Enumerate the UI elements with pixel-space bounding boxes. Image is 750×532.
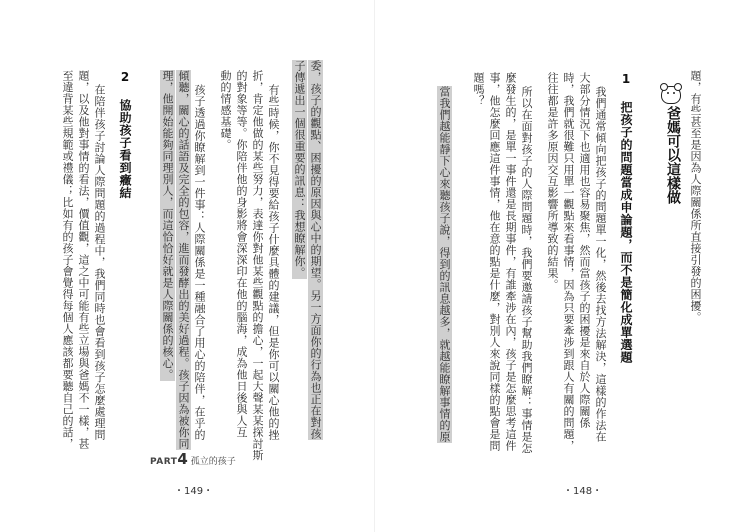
right-para-1-line-3: 時，我們就很難只用單一觀點來看事情，因為只要牽涉到跟人有關的問題， (562, 72, 575, 452)
highlighted-text: 傾聽，關心的話語及完全的包容，進而發酵出的美好過程。孩子因為被你同 (177, 70, 190, 450)
bear-face-icon (661, 86, 681, 104)
right-para-2-line-3: 事，他怎麼回應這件事情，他在意的點是什麼，對別人來說同樣的點會是問 (488, 72, 501, 452)
right-para-1-line-2: 大部分情況下也適用也容易聚焦，然而當孩子的困擾是來自於人際關係 (578, 72, 591, 429)
left-para-a-line-4: 動的情感基礎。 (219, 70, 232, 151)
left-col-1 (308, 60, 322, 440)
running-footer (150, 450, 236, 468)
part-label: PART (150, 457, 178, 467)
left-para-c-line-1: 在陪伴孩子討論人際問題的過程中，我們同時也會看到孩子怎麼處理問 (93, 84, 106, 441)
right-para-3-line-1 (437, 86, 451, 443)
left-para-a-line-1: 有些時候，你不見得要給孩子什麼具體的建議，但是你可以關心他的挫 (267, 84, 280, 441)
section-title-1: 1 把孩子的問題當成申論題，而不是簡化成單選題 (619, 72, 633, 364)
right-para-2-line-4: 題嗎？ (472, 72, 485, 107)
right-para-1-line-1: 我們通常傾向把孩子的問題單一化，然後去找方法解決，這樣的作法在 (594, 86, 607, 443)
right-page (375, 0, 750, 532)
highlighted-text: 委，孩子的觀點、困擾的原因與心中的期望。另一方面你的行為也正在對孩 (309, 60, 322, 440)
section-title-2: 2 協助孩子看到癥結 (118, 70, 132, 199)
highlighted-text: 當我們越能靜下心來聽孩子說，得到的訊息越多，就越能瞭解事情的原 (438, 86, 451, 443)
right-lead-line: 題，有些甚至是因為人際關係所直接引發的困擾。 (689, 70, 702, 323)
right-para-1-line-4: 往往都是許多原因交互影響所導致的結果。 (546, 72, 559, 291)
part-number: 4 (177, 450, 188, 468)
left-para-c-line-2: 題，以及他對事情的看法，價值觀，這之中可能有些立場與爸媽不一樣，甚 (77, 70, 90, 450)
left-para-a-line-2: 折，肯定他做的某些努力，表達你對他某些觀點的擔心，一起大聲某某探討斯 (251, 70, 264, 461)
right-para-2-line-1: 所以在面對孩子的人際問題時，我們要邀請孩子幫助我們瞭解：事情是怎 (520, 86, 533, 454)
highlighted-text: 子傳遞出一個很重要的訊息：我想瞭解你。 (293, 60, 306, 279)
page-number-left: ・149・ (174, 486, 214, 497)
page-number-right: ・148・ (563, 486, 603, 497)
chapter-title: 孤立的孩子 (190, 457, 236, 467)
left-para-a-line-3: 的對象等等。你陪伴他的身影將會深深印在他的腦海，成為他日後與人互 (235, 70, 248, 438)
left-para-b-line-1: 孩子透過你瞭解到一件事：人際關係是一種融合了用心的陪伴，在乎的 (193, 84, 206, 441)
right-para-2-line-2: 麼發生的，是單一事件還是長期事件，有誰牽涉在內，孩子是怎麼思考這件 (504, 72, 517, 452)
highlighted-text: 理，他開始能夠同理別人，而這恰恰好就是人際關係的核心。 (161, 70, 174, 381)
left-col-2 (292, 60, 306, 279)
section-heading: 爸媽可以這樣做 (665, 106, 681, 204)
left-para-b-line-2 (176, 70, 190, 450)
left-para-b-line-3 (160, 70, 174, 381)
left-para-c-line-3: 至違背某些規範或禮儀；比如有的孩子會覺得每個人應該都要聽自己的話， (61, 70, 74, 450)
